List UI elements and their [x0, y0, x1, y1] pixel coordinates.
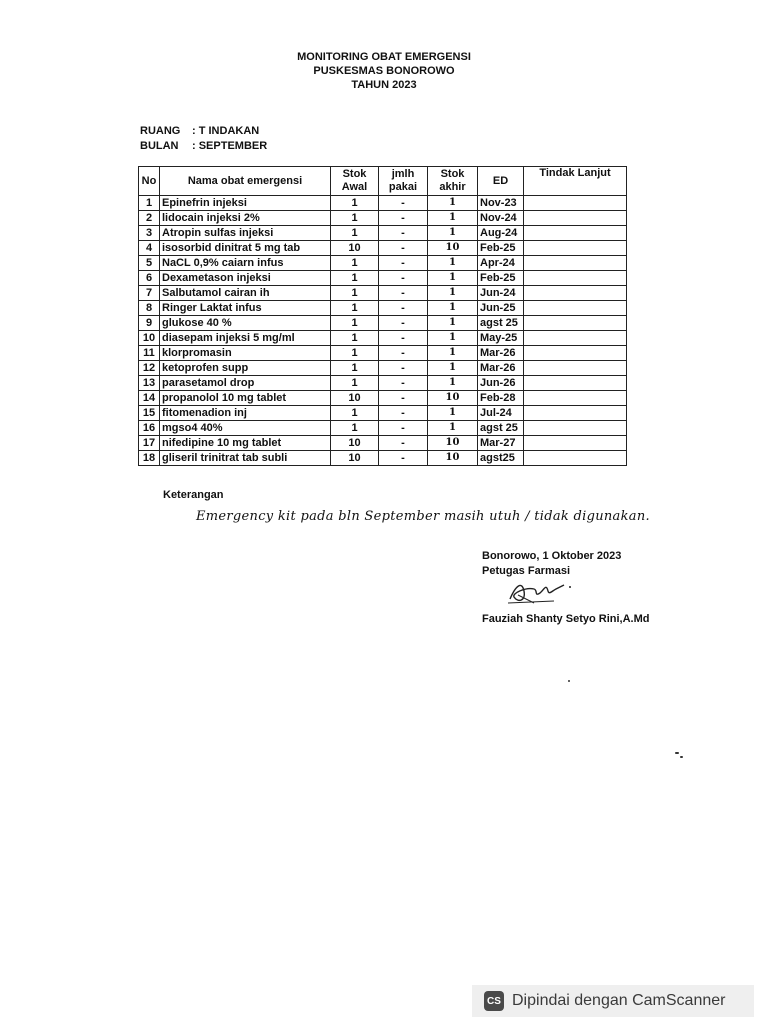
row-expiry-date: Jul-24 [478, 406, 524, 421]
row-medicine-name: Ringer Laktat infus [160, 301, 331, 316]
row-tindak-lanjut [524, 346, 627, 361]
row-stok-awal: 1 [331, 196, 379, 211]
row-jmlh-pakai: - [379, 271, 428, 286]
bulan-row [140, 140, 267, 152]
row-jmlh-pakai: - [379, 196, 428, 211]
row-expiry-date: Nov-24 [478, 211, 524, 226]
row-stok-awal: 1 [331, 286, 379, 301]
row-stok-akhir: 1 [428, 406, 478, 421]
row-stok-akhir: 10 [428, 436, 478, 451]
year-label: TAHUN 2023 [351, 79, 417, 91]
table-row [139, 346, 627, 361]
row-tindak-lanjut [524, 226, 627, 241]
row-medicine-name: parasetamol drop [160, 376, 331, 391]
row-stok-awal: 1 [331, 346, 379, 361]
row-tindak-lanjut [524, 331, 627, 346]
table-row [139, 421, 627, 436]
row-tindak-lanjut [524, 211, 627, 226]
table-row [139, 196, 627, 211]
officer-role: Petugas Farmasi [482, 565, 571, 577]
row-medicine-name: nifedipine 10 mg tablet [160, 436, 331, 451]
row-tindak-lanjut [524, 286, 627, 301]
row-no: 14 [139, 391, 160, 406]
row-tindak-lanjut [524, 436, 627, 451]
row-no: 6 [139, 271, 160, 286]
row-jmlh-pakai: - [379, 301, 428, 316]
row-stok-awal: 1 [331, 361, 379, 376]
row-medicine-name: Atropin sulfas injeksi [160, 226, 331, 241]
keterangan-handwritten-note: Emergency kit pada bln September masih utuh / tidak digunakan. [196, 509, 650, 524]
row-tindak-lanjut [524, 406, 627, 421]
row-jmlh-pakai: - [379, 211, 428, 226]
ruang-label: RUANG [140, 125, 181, 137]
row-medicine-name: Dexametason injeksi [160, 271, 331, 286]
row-tindak-lanjut [524, 256, 627, 271]
row-stok-awal: 1 [331, 316, 379, 331]
table-row [139, 436, 627, 451]
table-header-row [139, 167, 627, 196]
row-tindak-lanjut [524, 301, 627, 316]
row-stok-akhir: 1 [428, 226, 478, 241]
camscanner-badge [472, 985, 754, 1017]
row-stok-akhir: 10 [428, 451, 478, 466]
keterangan-label: Keterangan [163, 489, 224, 501]
row-jmlh-pakai: - [379, 256, 428, 271]
row-tindak-lanjut [524, 241, 627, 256]
row-stok-akhir: 1 [428, 196, 478, 211]
row-stok-akhir: 1 [428, 271, 478, 286]
table-row [139, 451, 627, 466]
signature-scribble [504, 577, 574, 607]
row-expiry-date: Aug-24 [478, 226, 524, 241]
row-stok-akhir: 1 [428, 256, 478, 271]
row-expiry-date: Jun-25 [478, 301, 524, 316]
row-no: 7 [139, 286, 160, 301]
row-jmlh-pakai: - [379, 451, 428, 466]
row-stok-akhir: 1 [428, 421, 478, 436]
table-row [139, 361, 627, 376]
header-ed: ED [478, 167, 524, 196]
row-expiry-date: Mar-26 [478, 361, 524, 376]
row-stok-awal: 1 [331, 256, 379, 271]
row-expiry-date: Jun-26 [478, 376, 524, 391]
institution-name: PUSKESMAS BONOROWO [313, 65, 455, 77]
row-medicine-name: gliseril trinitrat tab subli [160, 451, 331, 466]
scan-speck [568, 680, 570, 682]
row-expiry-date: agst25 [478, 451, 524, 466]
row-no: 17 [139, 436, 160, 451]
row-medicine-name: glukose 40 % [160, 316, 331, 331]
row-no: 2 [139, 211, 160, 226]
row-no: 11 [139, 346, 160, 361]
row-stok-awal: 1 [331, 421, 379, 436]
row-jmlh-pakai: - [379, 436, 428, 451]
camscanner-logo-icon: CS [484, 991, 504, 1011]
row-no: 10 [139, 331, 160, 346]
table-row [139, 406, 627, 421]
row-tindak-lanjut [524, 421, 627, 436]
row-medicine-name: propanolol 10 mg tablet [160, 391, 331, 406]
row-stok-awal: 1 [331, 271, 379, 286]
row-stok-akhir: 1 [428, 316, 478, 331]
bulan-label: BULAN [140, 140, 179, 152]
scan-speck [675, 752, 679, 754]
row-medicine-name: Epinefrin injeksi [160, 196, 331, 211]
document-title: MONITORING OBAT EMERGENSI [297, 51, 471, 63]
row-jmlh-pakai: - [379, 421, 428, 436]
ruang-row [140, 125, 259, 137]
ruang-value: : T INDAKAN [192, 125, 260, 137]
row-tindak-lanjut [524, 196, 627, 211]
row-expiry-date: Apr-24 [478, 256, 524, 271]
row-expiry-date: agst 25 [478, 421, 524, 436]
row-stok-awal: 1 [331, 406, 379, 421]
header-name: Nama obat emergensi [160, 167, 331, 196]
row-jmlh-pakai: - [379, 241, 428, 256]
row-expiry-date: May-25 [478, 331, 524, 346]
row-no: 1 [139, 196, 160, 211]
table-row [139, 316, 627, 331]
row-no: 8 [139, 301, 160, 316]
row-jmlh-pakai: - [379, 316, 428, 331]
table-row [139, 241, 627, 256]
row-jmlh-pakai: - [379, 286, 428, 301]
row-stok-akhir: 10 [428, 391, 478, 406]
row-stok-akhir: 1 [428, 301, 478, 316]
table-row [139, 211, 627, 226]
table-row [139, 256, 627, 271]
row-stok-awal: 1 [331, 226, 379, 241]
row-medicine-name: fitomenadion inj [160, 406, 331, 421]
row-medicine-name: isosorbid dinitrat 5 mg tab [160, 241, 331, 256]
row-stok-awal: 1 [331, 331, 379, 346]
row-stok-awal: 1 [331, 301, 379, 316]
row-no: 13 [139, 376, 160, 391]
row-expiry-date: Feb-25 [478, 241, 524, 256]
row-jmlh-pakai: - [379, 406, 428, 421]
row-no: 16 [139, 421, 160, 436]
camscanner-text: Dipindai dengan CamScanner [512, 992, 726, 1009]
row-no: 12 [139, 361, 160, 376]
row-stok-awal: 10 [331, 436, 379, 451]
row-stok-akhir: 1 [428, 346, 478, 361]
row-no: 9 [139, 316, 160, 331]
row-medicine-name: diasepam injeksi 5 mg/ml [160, 331, 331, 346]
row-stok-akhir: 1 [428, 331, 478, 346]
row-medicine-name: mgso4 40% [160, 421, 331, 436]
row-expiry-date: agst 25 [478, 316, 524, 331]
row-medicine-name: Salbutamol cairan ih [160, 286, 331, 301]
row-stok-awal: 1 [331, 211, 379, 226]
row-expiry-date: Nov-23 [478, 196, 524, 211]
row-jmlh-pakai: - [379, 361, 428, 376]
place-date: Bonorowo, 1 Oktober 2023 [482, 550, 622, 562]
table-row [139, 226, 627, 241]
row-no: 5 [139, 256, 160, 271]
header-jmlh-pakai: jmlh pakai [379, 167, 428, 196]
row-medicine-name: lidocain injeksi 2% [160, 211, 331, 226]
table-row [139, 376, 627, 391]
row-jmlh-pakai: - [379, 331, 428, 346]
officer-name: Fauziah Shanty Setyo Rini,A.Md [482, 613, 650, 625]
row-tindak-lanjut [524, 316, 627, 331]
row-stok-awal: 10 [331, 451, 379, 466]
row-tindak-lanjut [524, 361, 627, 376]
row-stok-akhir: 1 [428, 211, 478, 226]
table-row [139, 286, 627, 301]
row-tindak-lanjut [524, 451, 627, 466]
row-expiry-date: Mar-27 [478, 436, 524, 451]
row-expiry-date: Mar-26 [478, 346, 524, 361]
table-row [139, 271, 627, 286]
row-tindak-lanjut [524, 376, 627, 391]
row-medicine-name: NaCL 0,9% caiarn infus [160, 256, 331, 271]
row-no: 18 [139, 451, 160, 466]
row-stok-awal: 10 [331, 241, 379, 256]
bulan-value: : SEPTEMBER [192, 140, 268, 152]
row-expiry-date: Jun-24 [478, 286, 524, 301]
row-tindak-lanjut [524, 271, 627, 286]
table-row [139, 331, 627, 346]
scan-speck [680, 756, 683, 758]
row-expiry-date: Feb-28 [478, 391, 524, 406]
row-jmlh-pakai: - [379, 346, 428, 361]
row-medicine-name: ketoprofen supp [160, 361, 331, 376]
row-stok-akhir: 1 [428, 361, 478, 376]
row-stok-awal: 10 [331, 391, 379, 406]
row-no: 15 [139, 406, 160, 421]
header-tindak-lanjut: Tindak Lanjut [524, 167, 627, 196]
row-jmlh-pakai: - [379, 226, 428, 241]
row-stok-awal: 1 [331, 376, 379, 391]
row-stok-akhir: 10 [428, 241, 478, 256]
row-tindak-lanjut [524, 391, 627, 406]
row-expiry-date: Feb-25 [478, 271, 524, 286]
table-row [139, 301, 627, 316]
row-jmlh-pakai: - [379, 376, 428, 391]
row-stok-akhir: 1 [428, 286, 478, 301]
medicine-table [138, 166, 627, 466]
row-no: 4 [139, 241, 160, 256]
header-no: No [139, 167, 160, 196]
table-row [139, 391, 627, 406]
row-jmlh-pakai: - [379, 391, 428, 406]
header-stok-awal: Stok Awal [331, 167, 379, 196]
header-stok-akhir: Stok akhir [428, 167, 478, 196]
row-no: 3 [139, 226, 160, 241]
row-medicine-name: klorpromasin [160, 346, 331, 361]
row-stok-akhir: 1 [428, 376, 478, 391]
